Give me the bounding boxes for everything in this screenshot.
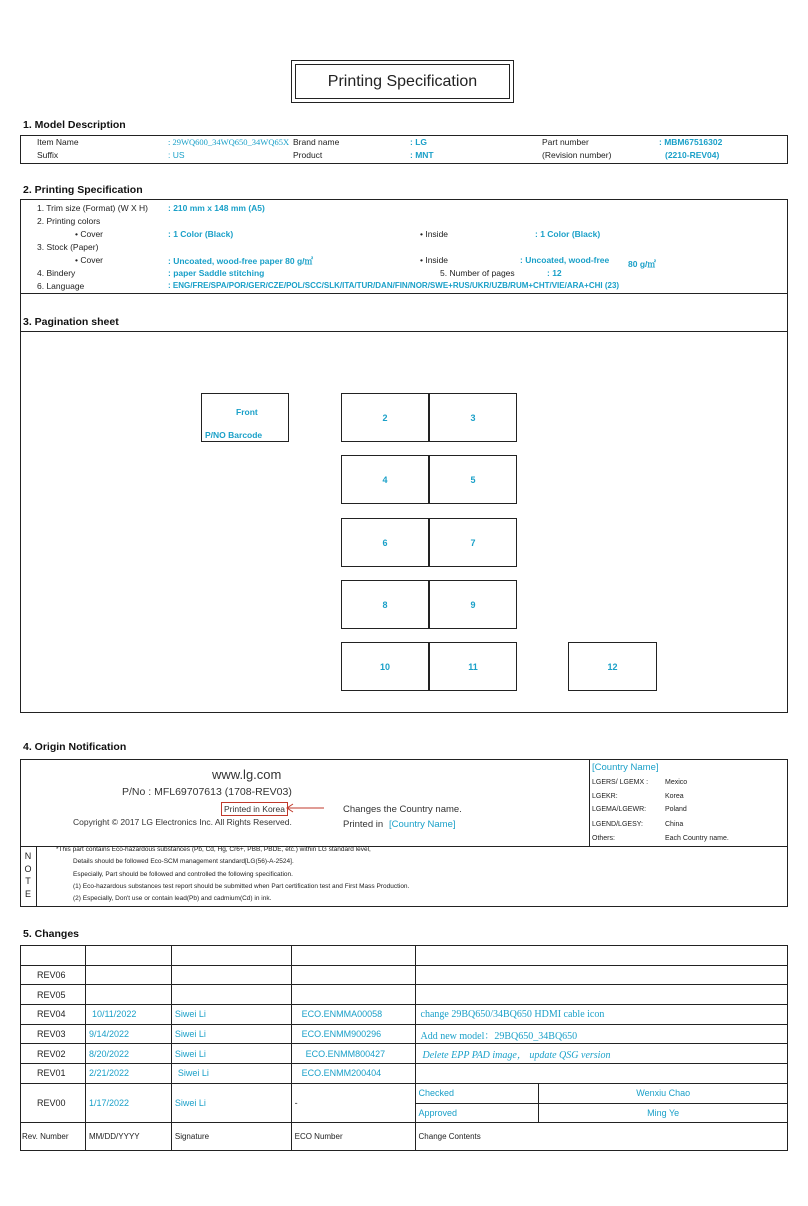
- table-row: [21, 1064, 788, 1084]
- sig-cell: [171, 965, 291, 985]
- section-pagination-heading: 3. Pagination sheet: [23, 316, 119, 328]
- rev-cell: REV02: [21, 1044, 86, 1064]
- pages-label: 5. Number of pages: [440, 268, 515, 278]
- page-title: Printing Specification: [295, 64, 510, 99]
- table-row: [21, 1024, 788, 1044]
- printing-box: [20, 199, 788, 294]
- blank-cell: [21, 946, 86, 966]
- date-cell: 10/11/2022: [85, 1005, 171, 1025]
- blank-cell: [291, 946, 415, 966]
- note-line: (2) Especially, Don't use or contain lead(Pb) and cadmium(Cd) in ink.: [73, 895, 272, 902]
- note-line: Details should be followed Eco-SCM management standard[LG(56)-A-2524].: [73, 858, 294, 865]
- country-name: Mexico: [665, 779, 688, 786]
- eco-cell: ECO.ENMM200404: [291, 1064, 415, 1084]
- eco-cell: [291, 985, 415, 1005]
- sig-cell: Siwei Li: [171, 1083, 291, 1122]
- printed-in-label: Printed in: [343, 819, 384, 830]
- content-cell: change 29BQ650/34BQ650 HDMI cable icon: [415, 1005, 787, 1025]
- title-box: [291, 60, 514, 103]
- content-cell: Add new model：29BQ650_34BQ650: [415, 1024, 787, 1044]
- page-cell: 11: [429, 642, 517, 691]
- barcode-label: P/NO Barcode: [205, 430, 263, 440]
- date-cell: 9/14/2022: [85, 1024, 171, 1044]
- colors-label: 2. Printing colors: [37, 216, 101, 226]
- country-header: [Country Name]: [592, 762, 659, 773]
- stock-inside-weight: 80 g/㎡: [628, 259, 656, 269]
- page-cell: 10: [341, 642, 429, 691]
- stock-cover-label: • Cover: [75, 255, 104, 265]
- country-name: Each Country name.: [665, 835, 729, 842]
- product-label: Product: [293, 150, 323, 160]
- page-cell: 6: [341, 518, 429, 567]
- revision-value: (2210-REV04): [665, 150, 720, 160]
- front-page: [201, 393, 289, 442]
- content-cell: [415, 965, 787, 985]
- eco-cell: ECO.ENMM900296: [291, 1024, 415, 1044]
- country-code: LGEKR:: [592, 793, 618, 800]
- table-row: [21, 1083, 788, 1103]
- brand-value: : LG: [410, 137, 427, 147]
- rev-cell: REV00: [21, 1083, 86, 1122]
- rev-cell: REV03: [21, 1024, 86, 1044]
- header-cell: ECO Number: [291, 1123, 415, 1151]
- note-line: *This part contains Eco-hazardous substances (Pb, Cd, Hg, Cr6+, PBB, PBDE, etc.) within LG standard level,: [56, 846, 371, 853]
- origin-copyright: Copyright © 2017 LG Electronics Inc. All Rights Reserved.: [73, 817, 292, 827]
- stock-inside-label: • Inside: [420, 255, 449, 265]
- country-divider: [589, 759, 590, 846]
- suffix-label: Suffix: [37, 150, 59, 160]
- item-name-value: : 29WQ600_34WQ650_34WQ65X: [168, 137, 290, 147]
- note-divider: [36, 846, 37, 907]
- sig-cell: Siwei Li: [171, 1064, 291, 1084]
- pages-value: : 12: [547, 268, 562, 278]
- eco-cell: ECO.ENMMA00058: [291, 1005, 415, 1025]
- stock-cover-value: : Uncoated, wood-free paper 80 g/㎡: [168, 256, 313, 266]
- revision-label: (Revision number): [542, 150, 612, 160]
- content-cell: [415, 985, 787, 1005]
- section-changes-heading: 5. Changes: [23, 928, 80, 940]
- blank-cell: [85, 946, 171, 966]
- header-cell: MM/DD/YYYY: [85, 1123, 171, 1151]
- inside-label: • Inside: [420, 229, 449, 239]
- country-code: LGEND/LGESY:: [592, 821, 643, 828]
- note-letter: N: [24, 851, 32, 861]
- table-row: [21, 946, 788, 966]
- checked-label: Checked: [415, 1083, 539, 1103]
- bindery-value: : paper Saddle stitching: [168, 268, 265, 278]
- part-value: : MBM67516302: [659, 137, 723, 147]
- country-name: Poland: [665, 806, 687, 813]
- note-letter: O: [24, 863, 32, 874]
- checked-name: Wenxiu Chao: [539, 1083, 788, 1103]
- country-name: China: [665, 821, 684, 828]
- date-cell: 1/17/2022: [85, 1083, 171, 1122]
- origin-pno: P/No : MFL69707613 (1708-REV03): [122, 786, 292, 798]
- country-code: LGEMA/LGEWR:: [592, 806, 647, 813]
- item-name-label: Item Name: [37, 137, 79, 147]
- change-country-note: Changes the Country name.: [343, 804, 462, 815]
- eco-cell: [291, 965, 415, 985]
- country-code: Others:: [592, 835, 615, 842]
- page-cell: 7: [429, 518, 517, 567]
- sig-cell: Siwei Li: [171, 1044, 291, 1064]
- note-line: (1) Eco-hazardous substances test report should be submitted when Part certification test and First Mass Production.: [73, 883, 410, 890]
- section-printing-heading: 2. Printing Specification: [23, 184, 143, 196]
- date-cell: [85, 985, 171, 1005]
- note-letter: E: [24, 888, 31, 899]
- page-cell: 2: [341, 393, 429, 442]
- cover-label: • Cover: [75, 229, 104, 239]
- stock-label: 3. Stock (Paper): [37, 242, 99, 252]
- country-name: Korea: [665, 793, 684, 800]
- table-row: [21, 1005, 788, 1025]
- cover-color: : 1 Color (Black): [168, 229, 234, 239]
- content-cell: Delete EPP PAD image， update QSG version: [415, 1044, 787, 1064]
- sig-cell: [171, 985, 291, 1005]
- table-row: [21, 1044, 788, 1064]
- origin-url: www.lg.com: [212, 767, 282, 782]
- page-cell: 5: [429, 455, 517, 504]
- country-code: LGERS/ LGEMX :: [592, 779, 649, 786]
- section-model-heading: 1. Model Description: [23, 119, 126, 131]
- country-placeholder: [Country Name]: [389, 819, 456, 830]
- page-cell: 9: [429, 580, 517, 629]
- approved-label: Approved: [415, 1103, 539, 1123]
- printed-in-korea-box: Printed in Korea: [221, 802, 288, 816]
- page-cell: 8: [341, 580, 429, 629]
- header-cell: Change Contents: [415, 1123, 787, 1151]
- header-cell: Rev. Number: [21, 1123, 86, 1151]
- note-line: Especially, Part should be followed and controlled the following specification.: [73, 871, 293, 878]
- rev-cell: REV05: [21, 985, 86, 1005]
- part-label: Part number: [542, 137, 589, 147]
- header-cell: Signature: [171, 1123, 291, 1151]
- front-label: Front: [236, 407, 258, 417]
- table-row: [21, 985, 788, 1005]
- arrow-left-icon: [284, 802, 326, 814]
- trim-value: : 210 mm x 148 mm (A5): [168, 203, 265, 213]
- bindery-label: 4. Bindery: [37, 268, 76, 278]
- table-row: [21, 965, 788, 985]
- date-cell: 8/20/2022: [85, 1044, 171, 1064]
- sig-cell: Siwei Li: [171, 1005, 291, 1025]
- note-vertical: [20, 850, 36, 900]
- brand-label: Brand name: [293, 137, 340, 147]
- note-letter: T: [25, 876, 31, 886]
- product-value: : MNT: [410, 150, 434, 160]
- pagination-heading-box: [20, 294, 788, 332]
- eco-cell: -: [291, 1083, 415, 1122]
- eco-cell: ECO.ENMM800427: [291, 1044, 415, 1064]
- approved-name: Ming Ye: [539, 1103, 788, 1123]
- page-cell: 3: [429, 393, 517, 442]
- language-label: 6. Language: [37, 281, 85, 291]
- section-origin-heading: 4. Origin Notification: [23, 741, 127, 753]
- blank-cell: [415, 946, 787, 966]
- page-cell: 4: [341, 455, 429, 504]
- inside-color: : 1 Color (Black): [535, 229, 601, 239]
- content-cell: [415, 1064, 787, 1084]
- date-cell: 2/21/2022: [85, 1064, 171, 1084]
- stock-inside-value: : Uncoated, wood-free: [520, 255, 610, 265]
- table-header-row: [21, 1123, 788, 1151]
- rev-cell: REV06: [21, 965, 86, 985]
- date-cell: [85, 965, 171, 985]
- rev-cell: REV04: [21, 1005, 86, 1025]
- sig-cell: Siwei Li: [171, 1024, 291, 1044]
- rev-cell: REV01: [21, 1064, 86, 1084]
- suffix-value: : US: [168, 150, 185, 160]
- language-value: : ENG/FRE/SPA/POR/GER/CZE/POL/SCC/SLK/ITA/TUR/DAN/FIN/NOR/SWE+RUS/UKR/UZB/RUM+CHT/VIE/ARA+CHI (23): [168, 281, 620, 290]
- blank-cell: [171, 946, 291, 966]
- page-cell: 12: [568, 642, 657, 691]
- changes-table: [20, 945, 788, 1151]
- trim-label: 1. Trim size (Format) (W X H): [37, 203, 148, 213]
